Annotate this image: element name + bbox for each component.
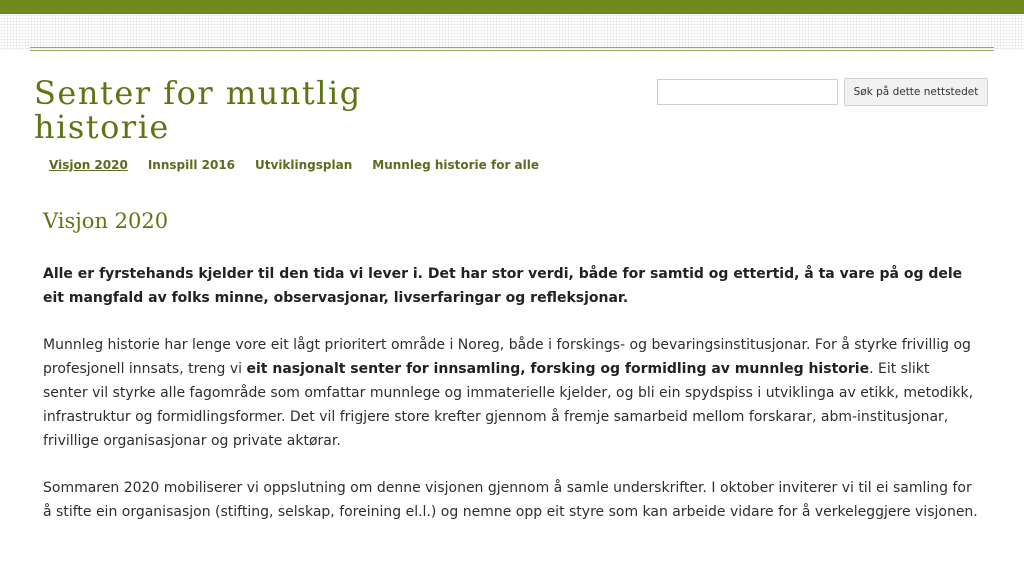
- lead-paragraph: Alle er fyrstehands kjelder til den tida vi lever i. Det har stor verdi, både for samtid og ettertid, å ta vare på og dele eit mangfald av folks minne, observasjonar, livserfaringar og refleksjonar.: [43, 266, 963, 306]
- nav-item-munnleg-historie-for-alle[interactable]: Munnleg historie for alle: [372, 158, 540, 172]
- body-paragraph-1-emphasis: eit nasjonalt senter for innsamling, forsking og formidling av munnleg historie: [246, 361, 870, 377]
- search-input[interactable]: [657, 79, 838, 105]
- site-title[interactable]: [34, 76, 454, 144]
- header-texture: [0, 14, 1024, 50]
- article-content: [43, 262, 978, 547]
- top-accent-bar: [0, 0, 1024, 14]
- page-title: Visjon 2020: [43, 209, 169, 233]
- body-paragraph-1: [43, 333, 978, 453]
- nav-item-utviklingsplan[interactable]: Utviklingsplan: [255, 158, 353, 172]
- body-paragraph-2: Sommaren 2020 mobiliserer vi oppslutning om denne visjonen gjennom å samle underskrifter. I oktober inviterer vi til ei samling for å stifte ein organisasjon (stifting, selskap, foreining el.l.) og nemne opp eit styre som kan arbeide vidare for å verkeleggjere visjonen.: [43, 480, 978, 520]
- header-divider: [30, 47, 994, 51]
- nav-item-innspill-2016[interactable]: Innspill 2016: [147, 158, 236, 172]
- body-paragraph-1-text-a: Munnleg historie har lenge vore eit lågt prioritert område i Noreg, både i forskings- og bevaringsinstitusjonar. For å styrke frivillig og profesjonell innsats, treng vi: [43, 337, 971, 377]
- body-paragraph-1-text-b: . Eit slikt senter vil styrke alle fagområde som omfattar munnlege og immaterielle kjelder, og bli ein spydspiss i utviklinga av etikk, metodikk, infrastruktur og formidlingsformer. Det vil frigjere store krefter gjennom å fremje samarbeid mellom forskarar, abm-institusjonar, frivillige organisasjonar og private aktørar.: [43, 361, 974, 449]
- nav-item-visjon-2020[interactable]: Visjon 2020: [49, 158, 128, 172]
- site-title-line1: Senter for muntlig: [34, 74, 362, 112]
- main-navigation: [49, 158, 539, 172]
- search-button[interactable]: Søk på dette nettstedet: [844, 78, 988, 106]
- site-title-line2: historie: [34, 108, 170, 146]
